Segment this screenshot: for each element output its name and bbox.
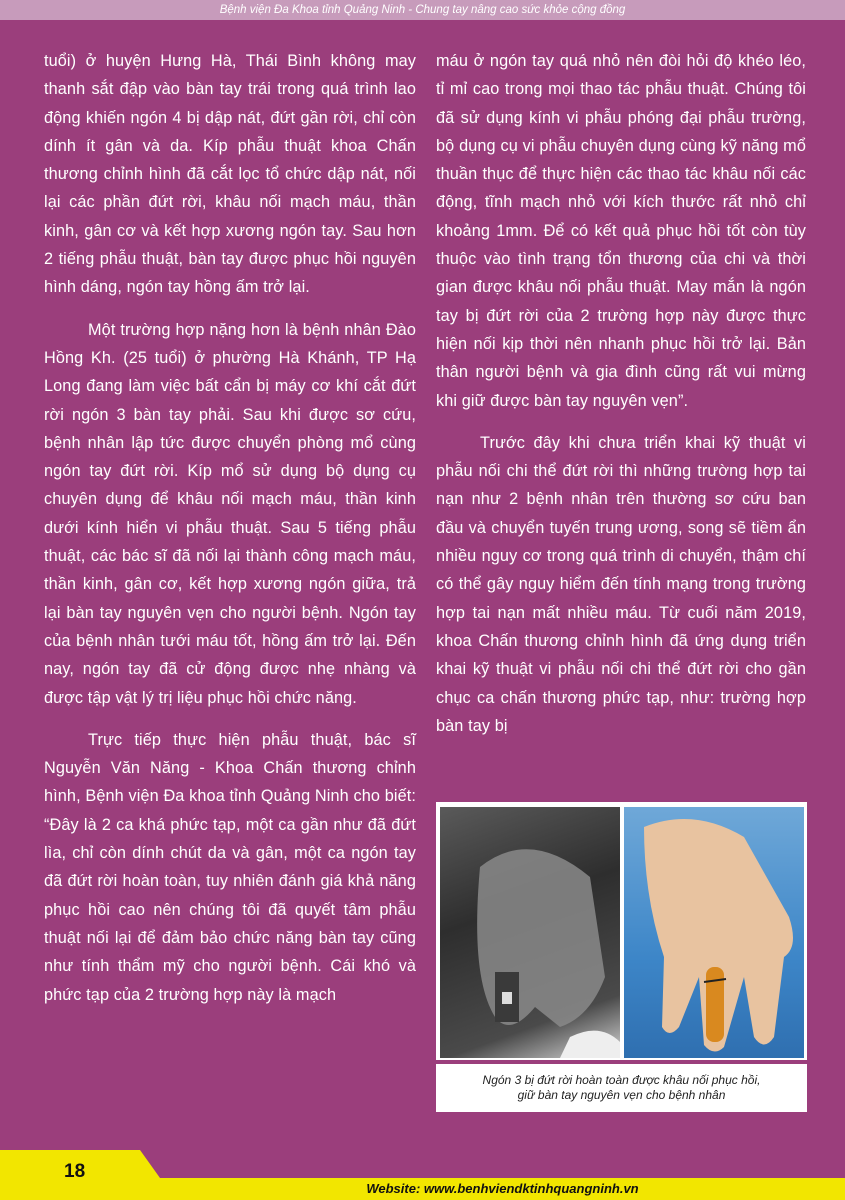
recovered-hand-illustration (624, 807, 804, 1058)
header-title: Bệnh viện Đa Khoa tỉnh Quảng Ninh - Chung tay nâng cao sức khỏe cộng đồng (219, 4, 626, 16)
page-number: 18 (64, 1161, 86, 1182)
right-paragraph-2: Trước đây khi chưa triển khai kỹ thuật vi phẫu nối chi thể đứt rời thì những trường hợp tai nạn như 2 bệnh nhân trên thường sơ cứu ban đầu và chuyển tuyến trung ương, song sẽ tiềm ẩn nhiều nguy cơ trong quá trình di chuyển, thậm chí có thể gây nguy hiểm đến tính mạng trong trường hợp tai nạn mất nhiều máu. Từ cuối năm 2019, khoa Chấn thương chỉnh hình đã ứng dụng triển khai kỹ thuật vi phẫu nối chi thể đứt rời cho gần chục ca chấn thương phức tạp, như: trường hợp bàn tay bị (436, 433, 806, 735)
left-paragraph-1: tuổi) ở huyện Hưng Hà, Thái Bình không may thanh sắt đập vào bàn tay trái trong quá trình lao động khiến ngón 4 bị dập nát, đứt gần rời, chỉ còn dính ít gân và da. Kíp phẫu thuật khoa Chấn thương chỉnh hình đã cắt lọc tổ chức dập nát, nối lại các phần đứt rời, khâu nối mạch máu, thần kinh, gân cơ và kết hợp xương ngón tay. Sau hơn 2 tiếng phẫu thuật, bàn tay được phục hồi nguyên hình dáng, ngón tay hồng ấm trở lại. (44, 52, 416, 297)
hand-photo-figure (436, 802, 807, 1060)
right-column (436, 47, 806, 740)
injured-hand-illustration (440, 807, 620, 1058)
figure-caption (436, 1064, 807, 1112)
right-paragraph-1: máu ở ngón tay quá nhỏ nên đòi hỏi độ khéo léo, tỉ mỉ cao trong mọi thao tác phẫu thuật. Chúng tôi đã sử dụng kính vi phẫu phóng đại phẫu trường, bộ dụng cụ vi phẫu chuyên dụng cùng kỹ năng mổ thuần thục để thực hiện các thao tác khâu nối các động, tĩnh mạch nhỏ với kích thước rất nhỏ chỉ khoảng 1mm. Để có kết quả phục hồi tốt còn tùy thuộc vào tình trạng tổn thương của chi và thời gian được khâu nối phẫu thuật. May mắn là ngón tay bị đứt rời của 2 trường hợp này được thực hiện nối kịp thời nên nhanh phục hồi trở lại. Bản thân người bệnh và gia đình cũng rất vui mừng khi giữ được bàn tay nguyên vẹn”. (436, 52, 806, 410)
left-column (44, 47, 416, 1009)
photo-after-surgery (624, 807, 804, 1058)
caption-line-2: giữ bàn tay nguyên vẹn cho bệnh nhân (517, 1088, 726, 1102)
page-header (0, 0, 845, 20)
caption-line-1: Ngón 3 bị đứt rời hoàn toàn được khâu nối phục hồi, (482, 1073, 761, 1087)
photo-before-surgery (440, 807, 620, 1058)
left-paragraph-2: Một trường hợp nặng hơn là bệnh nhân Đào Hồng Kh. (25 tuổi) ở phường Hà Khánh, TP Hạ Long đang làm việc bất cẩn bị máy cơ khí cắt đứt rời ngón 3 bàn tay phải. Sau khi được sơ cứu, bệnh nhân lập tức được chuyển phòng mổ cùng ngón tay đứt rời. Kíp mổ sử dụng bộ dụng cụ chuyên dụng để khâu nối mạch máu, thần kinh dưới kính hiển vi phẫu thuật. Sau 5 tiếng phẫu thuật, các bác sĩ đã nối lại thành công mạch máu, thần kinh, gân cơ, kết hợp xương ngón giữa, trả lại bàn tay nguyên vẹn cho người bệnh. Ngón tay của bệnh nhân tưới máu tốt, hồng ấm trở lại. Đến nay, ngón tay đã cử động được nhẹ nhàng và được tập vật lý trị liệu phục hồi chức năng. (44, 320, 416, 707)
footer-website[interactable]: Website: www.benhviendktinhquangninh.vn (366, 1181, 639, 1196)
left-paragraph-3: Trực tiếp thực hiện phẫu thuật, bác sĩ Nguyễn Văn Năng - Khoa Chấn thương chỉnh hình, Bệnh viện Đa khoa tỉnh Quảng Ninh cho biết: “Đây là 2 ca khá phức tạp, một ca gần như đã đứt lìa, chỉ còn dính chút da và gân, một ca ngón tay đã đứt rời hoàn toàn, tuy nhiên đánh giá khả năng phục hồi cao nên chúng tôi đã quyết tâm phẫu thuật nối lại để đảm bảo chức năng bàn tay cũng như tính thẩm mỹ cho người bệnh. Cái khó và phức tạp của 2 trường hợp này là mạch (44, 730, 416, 1004)
